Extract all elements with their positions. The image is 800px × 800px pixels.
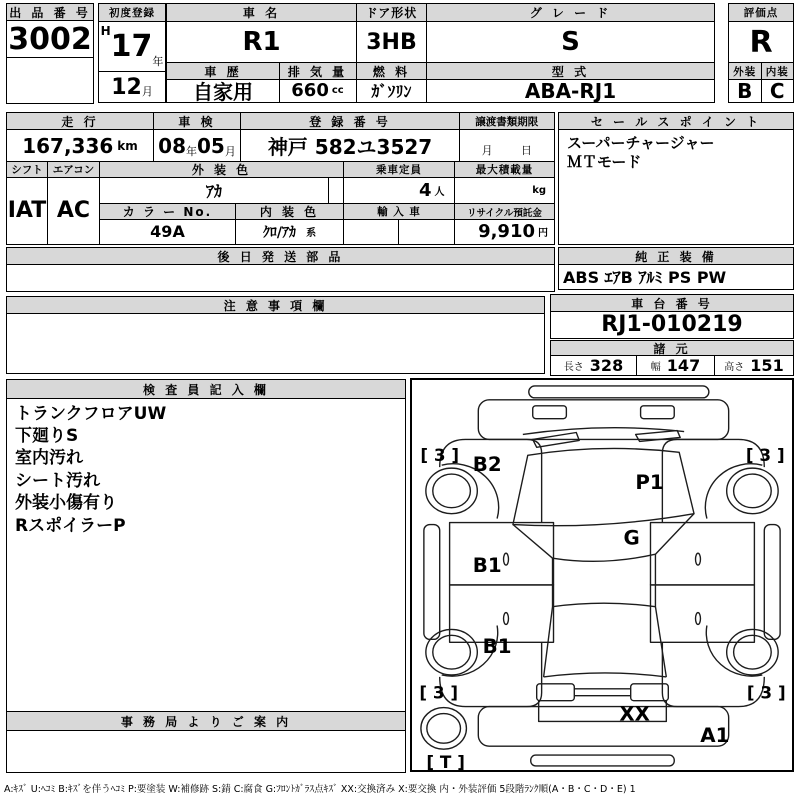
inspection-header: 車 検 (153, 112, 242, 130)
damage-b2-front-left-fender: B2 (472, 453, 502, 477)
capacity-value: 4 人 (343, 177, 456, 205)
rear-left-door-handle (504, 613, 509, 625)
tire-depth-rear-left-label: [ 3 ] (419, 682, 459, 703)
damage-g-windshield: G (623, 526, 640, 550)
damage-b1-front-left-door: B1 (472, 554, 502, 578)
inspection-year-suffix: 年 (186, 144, 197, 158)
car-name-header: 車 名 (166, 3, 357, 22)
inspector-notes-header: 検 査 員 記 入 欄 (6, 379, 406, 399)
exterior-color-header: 外 装 色 (99, 161, 344, 178)
import-car-cell-left (343, 219, 400, 246)
first-registration-header: 初度登録 (98, 3, 166, 22)
headlight-left (533, 406, 567, 419)
headlight-right (641, 406, 675, 419)
sales-points-value (558, 129, 794, 246)
exterior-score-header: 外装 (728, 62, 762, 80)
cowl-line (523, 428, 684, 435)
mileage-value: 167,336 km (6, 129, 154, 163)
sales-points-header: セ ー ル ス ポ イ ン ト (558, 112, 794, 130)
list-item: 室内汚れ (15, 448, 83, 469)
recycle-deposit-header: リサイクル預託金 (454, 203, 555, 220)
damage-b1-rear-left-door: B1 (482, 635, 512, 659)
tire-depth-rear-right-label: [ 3 ] (746, 682, 786, 703)
height-cell (714, 355, 794, 376)
rear-right-door (650, 585, 754, 642)
inspection-month-suffix: 月 (224, 144, 236, 158)
first-registration-year-value: 17 (110, 29, 153, 64)
spare-tire-inner (427, 714, 461, 744)
front-edge-strip (529, 386, 709, 398)
transfer-deadline-header: 譲渡書類期限 (459, 112, 556, 130)
max-load-value (454, 177, 555, 205)
inspector-notes-value (6, 398, 406, 713)
interior-score-header: 内装 (761, 62, 795, 80)
rear-left-door (450, 585, 554, 642)
front-right-door (650, 523, 754, 585)
month-suffix: 月 (141, 85, 153, 98)
list-item: ＭＴモード (567, 153, 642, 171)
height-label: 高さ (724, 361, 745, 373)
length-label: 長さ (563, 361, 584, 373)
list-item: 下廻りS (15, 425, 79, 446)
windshield (513, 514, 694, 562)
genuine-equipment-header: 純 正 装 備 (558, 247, 794, 265)
displacement-value: 660 cc (279, 79, 357, 104)
inspection-value: 08 年 05 月 (153, 129, 242, 163)
color-number-value: 49A (99, 219, 236, 246)
list-item: シート汚れ (15, 470, 100, 491)
rear-left-tire (426, 629, 477, 675)
notice-value (6, 313, 545, 374)
era-mark: H (100, 23, 111, 38)
grade-value: S (426, 21, 715, 64)
front-left-door-handle (504, 553, 509, 565)
lot-number-value: 3002 (6, 20, 94, 58)
capacity-header: 乗車定員 (343, 161, 456, 178)
interior-color-suffix: 系 (306, 228, 317, 240)
deadline-day-label: 日 (520, 143, 532, 157)
front-right-tire (727, 468, 778, 514)
rear-edge-strip (531, 755, 674, 766)
max-load-unit: kg (532, 185, 546, 196)
front-left-tire (426, 468, 477, 514)
height-value: 151 (750, 355, 784, 375)
first-registration-year (98, 21, 166, 73)
registration-number-value: 神戸 582ユ3527 (240, 129, 460, 163)
dimensions-header: 諸 元 (550, 340, 794, 356)
damage-p1-hood: P1 (635, 470, 664, 494)
roof-left-edge (544, 558, 553, 677)
front-left-rim (433, 474, 471, 508)
list-item: RスポイラーP (15, 515, 126, 536)
fuel-value: ｶﾞｿﾘﾝ (356, 79, 428, 104)
rear-left-rim (433, 635, 471, 669)
car-damage-diagram (410, 378, 794, 772)
recycle-deposit-unit: 円 (538, 228, 548, 240)
front-right-door-handle (696, 553, 701, 565)
lot-number-empty-box (6, 57, 94, 104)
mileage-unit: km (117, 138, 138, 153)
aircon-value: AC (47, 177, 101, 246)
list-item: 外装小傷有り (15, 493, 117, 514)
fuel-header: 燃 料 (356, 62, 428, 80)
tail-garnish (574, 689, 630, 696)
rocker-left (424, 525, 440, 640)
car-outline-drawing (412, 380, 792, 770)
recycle-deposit-value: 9,910 円 (454, 219, 555, 246)
rear-glass-top (553, 603, 656, 606)
interior-color-value: ｸﾛ/ｱｶ 系 (235, 219, 345, 246)
score-value: R (728, 21, 794, 64)
displacement-unit: cc (331, 85, 344, 97)
later-shipped-parts-value (6, 264, 555, 293)
hood-panel (513, 448, 694, 525)
aircon-header: エアコン (47, 161, 101, 178)
door-shape-header: ドア形状 (356, 3, 428, 22)
deadline-month-label: 月 (481, 143, 493, 157)
spare-tire-label: [ T ] (426, 751, 465, 770)
front-right-rim (734, 474, 772, 508)
rear-bumper-shape (478, 707, 728, 747)
transfer-deadline-value (459, 129, 556, 163)
model-code-value: ABA-RJ1 (426, 79, 715, 104)
interior-score-value: C (761, 79, 795, 104)
damage-xx-trunk: XX (619, 702, 650, 726)
interior-color-header: 内 装 色 (235, 203, 345, 220)
color-number-header: カ ラ ー No. (99, 203, 236, 220)
rocker-right (764, 525, 780, 640)
office-info-header: 事 務 局 よ り ご 案 内 (6, 711, 406, 731)
car-name-value: R1 (166, 21, 357, 64)
width-cell (636, 355, 716, 376)
later-shipped-parts-header: 後 日 発 送 部 品 (6, 247, 555, 265)
displacement-header: 排 気 量 (279, 62, 357, 80)
width-value: 147 (666, 355, 701, 375)
damage-a1-rear-bumper: A1 (700, 724, 730, 748)
list-item: トランクフロアUW (15, 403, 167, 424)
notice-header: 注 意 事 項 欄 (6, 296, 545, 314)
registration-number-header: 登 録 番 号 (240, 112, 460, 130)
shift-value: IAT (6, 177, 48, 246)
year-suffix: 年 (152, 54, 164, 68)
office-info-value (6, 730, 406, 773)
rear-glass-bottom (544, 673, 667, 677)
shift-header: シフト (6, 161, 48, 178)
import-car-cell-right (398, 219, 456, 246)
max-load-header: 最大積載量 (454, 161, 555, 178)
chassis-number-header: 車 台 番 号 (550, 294, 794, 312)
width-label: 幅 (650, 361, 661, 373)
damage-code-legend: A:ｷｽﾞ U:ﾍｺﾐ B:ｷｽﾞを伴うﾍｺﾐ P:要塗装 W:補修跡 S:錆 C:腐食 G:ﾌﾛﾝﾄｶﾞﾗｽ点ｷｽﾞ XX:交換済み X:要交換 内・外装評価 5段階ﾗﾝｸ順(A・B・C・D・E) 1 (4, 784, 636, 795)
first-registration-month: 12 月 (98, 71, 166, 103)
door-shape-value: 3HB (356, 21, 428, 64)
capacity-unit: 人 (434, 187, 445, 198)
chassis-number-value: RJ1-010219 (550, 311, 794, 339)
tire-depth-front-right-label: [ 3 ] (745, 445, 785, 466)
genuine-equipment-value: ABS ｴｱB ｱﾙﾐ PS PW (558, 264, 794, 290)
lot-number-header: 出 品 番 号 (6, 3, 94, 22)
mileage-header: 走 行 (6, 112, 154, 130)
roof-right-edge (655, 554, 666, 677)
exterior-score-value: B (728, 79, 762, 104)
model-code-header: 型 式 (426, 62, 715, 80)
rear-right-tire (727, 629, 778, 675)
rear-right-door-handle (696, 613, 701, 625)
tire-depth-front-left-label: [ 3 ] (420, 445, 460, 466)
grade-header: グ レ ー ド (426, 3, 715, 22)
rear-right-rim (734, 635, 772, 669)
import-car-header: 輸 入 車 (343, 203, 456, 220)
list-item: スーパーチャージャー (567, 133, 715, 152)
length-value: 328 (589, 355, 624, 375)
score-header: 評価点 (728, 3, 794, 22)
car-history-header: 車 歴 (166, 62, 280, 80)
exterior-color-value: ｱｶ (99, 177, 329, 205)
front-bumper (478, 400, 728, 440)
length-cell (550, 355, 637, 376)
car-history-value: 自家用 (166, 79, 280, 104)
